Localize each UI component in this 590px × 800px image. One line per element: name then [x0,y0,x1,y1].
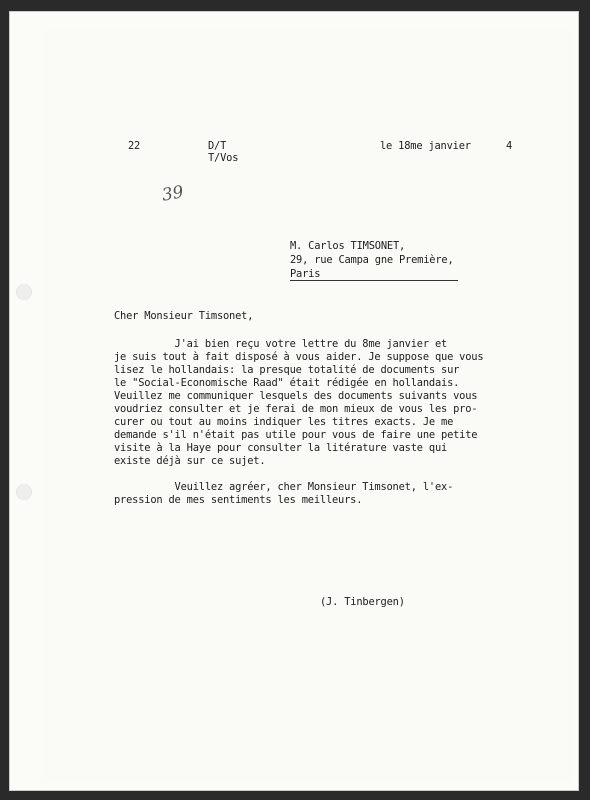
body-line: existe déjà sur ce sujet. [114,455,266,467]
salutation: Cher Monsieur Timsonet, [114,310,254,322]
recipient-name: M. Carlos TIMSONET, [290,240,406,252]
body-line: J'ai bien reçu votre lettre du 8me janvier et [114,338,448,350]
body-line: demande s'il n'était pas utile pour vous de faire une petite [114,429,478,441]
body-line: le "Social-Economische Raad" était rédigée en hollandais. [114,377,460,389]
date-year-digit: 4 [506,140,513,152]
body-line: je suis tout à fait disposé à vous aider. Je suppose que vous [114,351,484,363]
punch-hole-top [16,284,32,300]
document-page [10,12,578,790]
handwritten-annotation: 39 [160,182,186,206]
file-number: 22 [128,140,141,152]
recipient-underline [290,280,458,281]
body-line: curer ou tout au moins indiquer les titres exacts. Je me [114,416,454,428]
letter-date: le 18me janvier [380,140,471,152]
recipient-street: 29, rue Campa gne Première, [290,254,454,266]
reference-typist: T/Vos [208,152,239,164]
body-line: Veuillez me communiquer lesquels des documents suivants vous [114,390,478,402]
reference-initials: D/T [208,140,227,152]
letter-sheet [42,30,572,782]
closing-line: pression de mes sentiments les meilleurs. [114,494,363,506]
body-line: visite à la Haye pour consulter la litérature vaste qui [114,442,448,454]
body-line: lisez le hollandais: la presque totalité de documents sur [114,364,460,376]
closing-line: Veuillez agréer, cher Monsieur Timsonet, l'ex- [114,481,454,493]
body-line: voudriez consulter et je ferai de mon mieux de vous les pro- [114,403,478,415]
punch-hole-bottom [16,484,32,500]
signature: (J. Tinbergen) [320,596,405,608]
recipient-city: Paris [290,268,321,280]
